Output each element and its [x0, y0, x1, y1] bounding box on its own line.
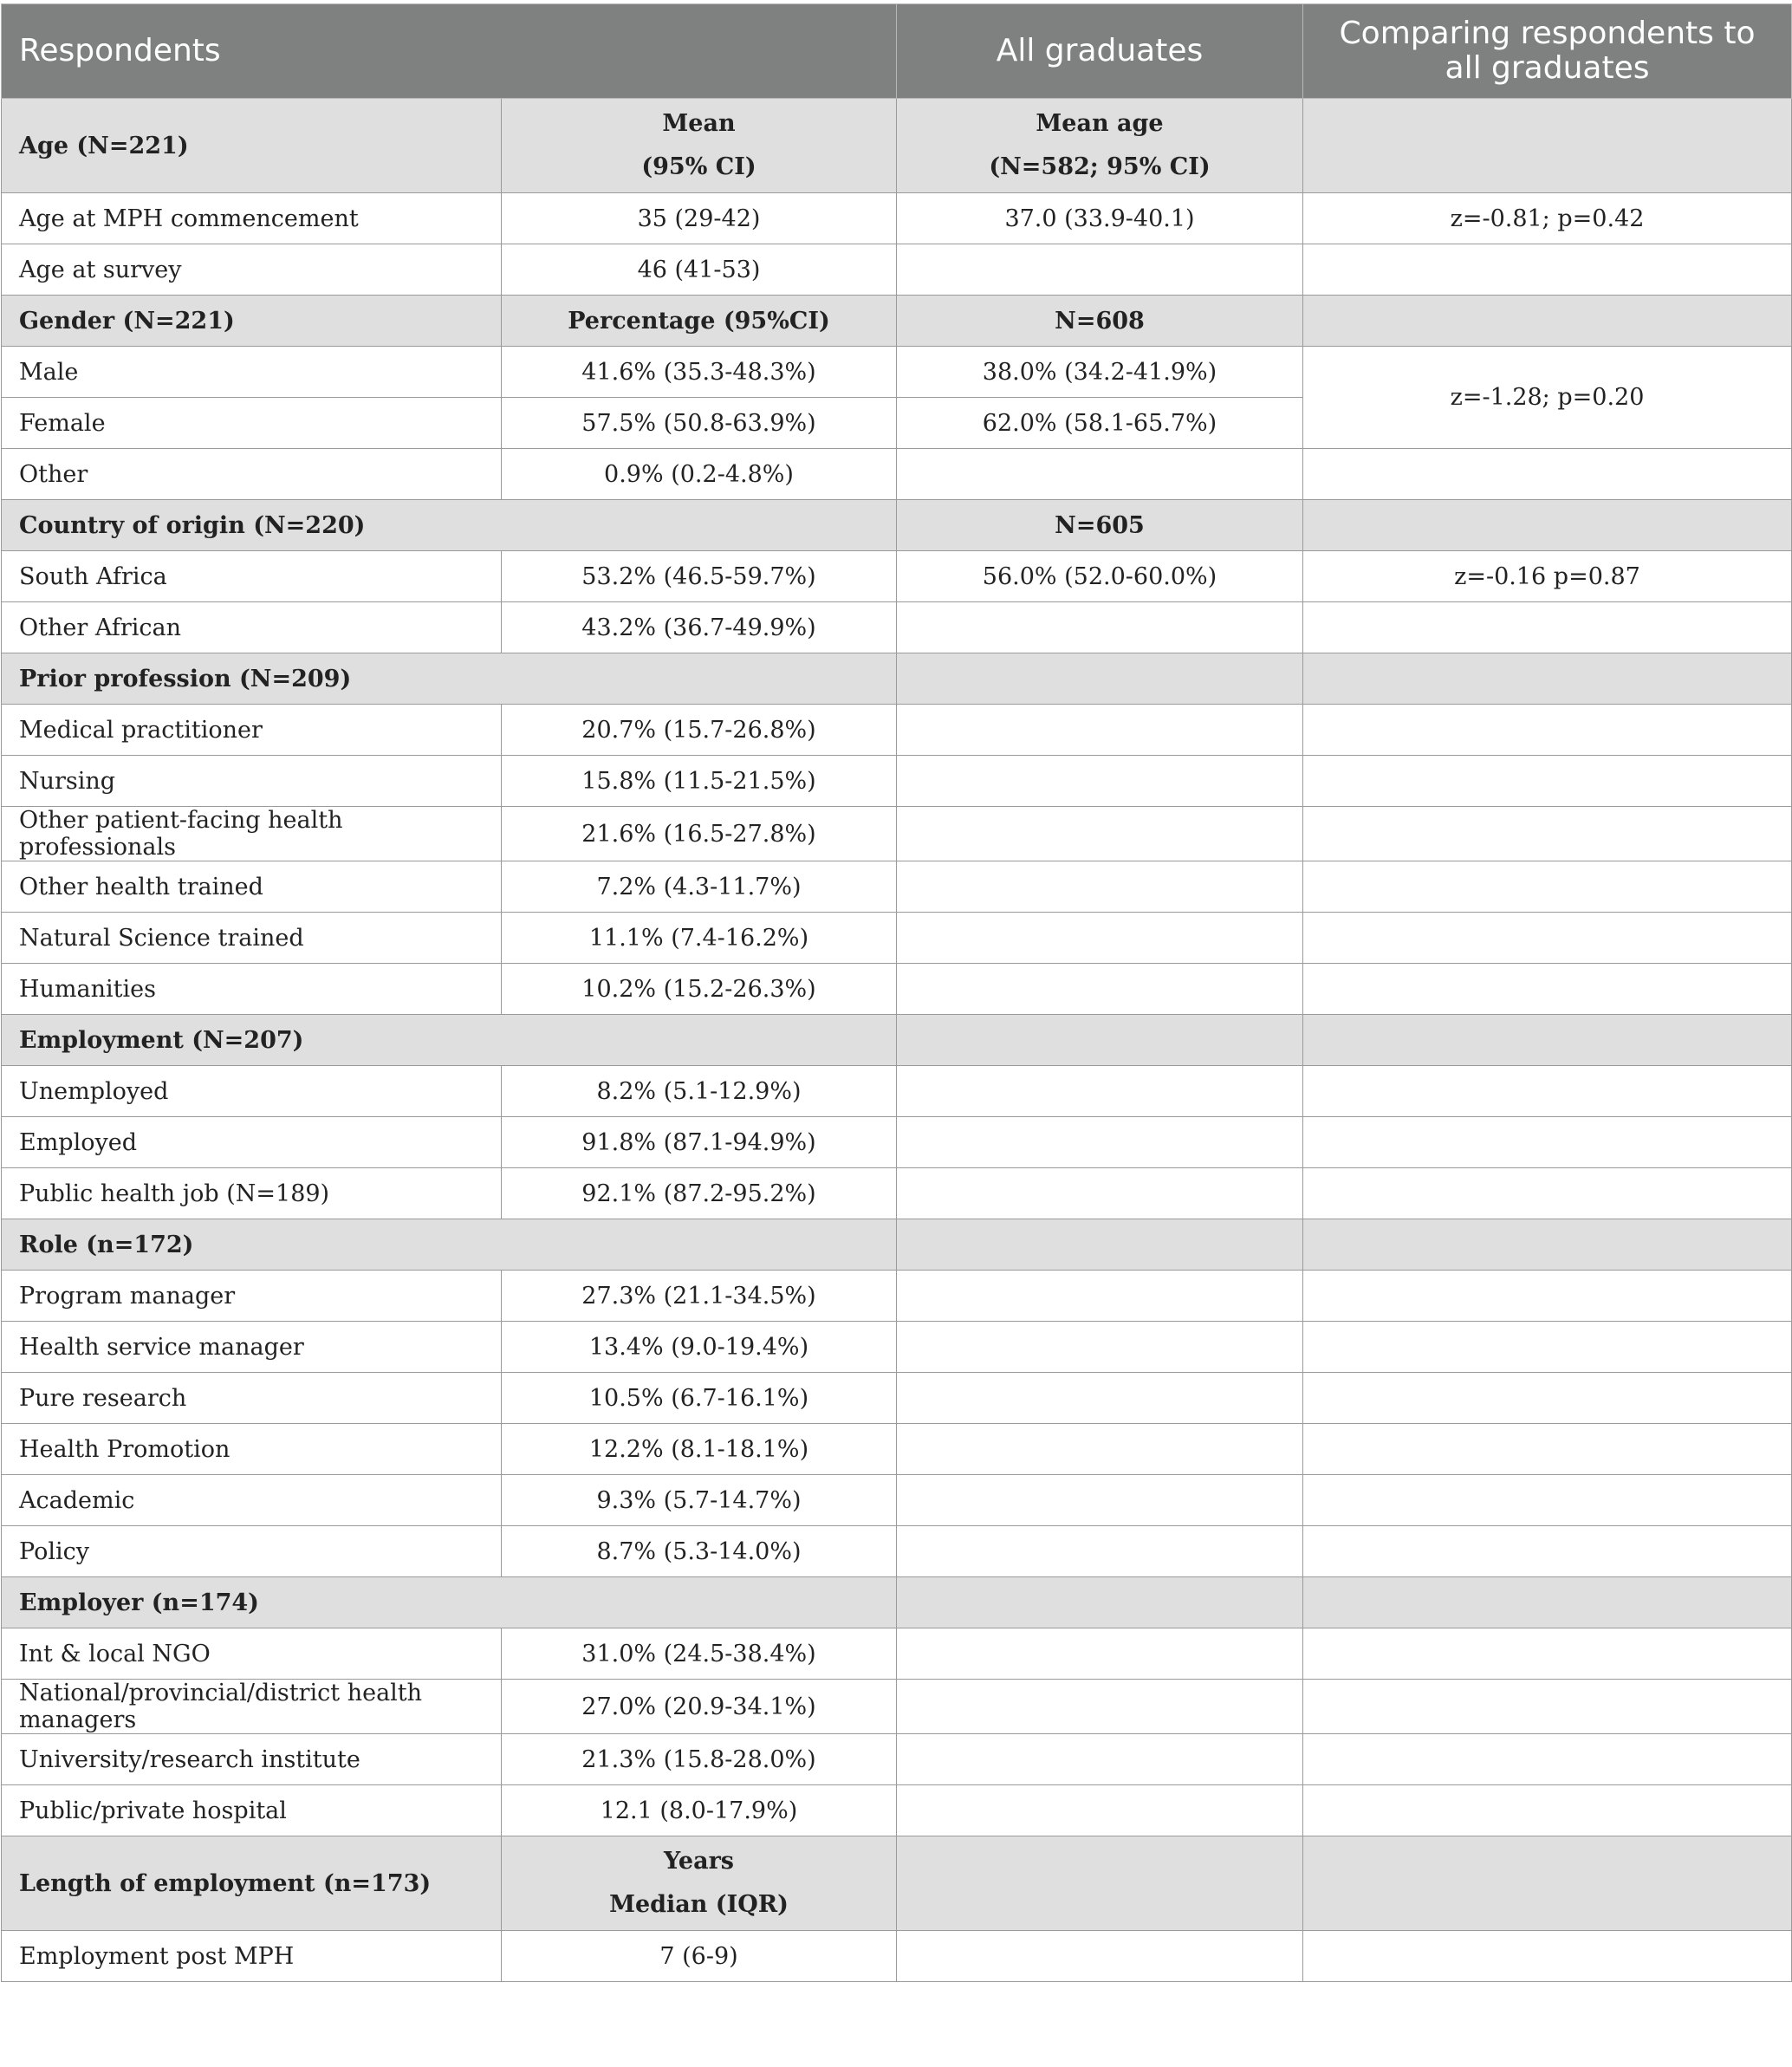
row-label: University/research institute — [2, 1734, 502, 1785]
row-all-graduates — [897, 705, 1303, 756]
row-label: Age at MPH commencement — [2, 193, 502, 244]
row-label: Other — [2, 449, 502, 500]
table-row — [2, 602, 1792, 653]
table-row — [2, 1066, 1792, 1117]
section-title: Prior profession (N=209) — [2, 653, 897, 705]
row-respondents: 21.3% (15.8-28.0%) — [502, 1734, 897, 1785]
row-respondents: 15.8% (11.5-21.5%) — [502, 756, 897, 807]
row-label: Female — [2, 398, 502, 449]
row-all-graduates: 62.0% (58.1-65.7%) — [897, 398, 1303, 449]
table-row — [2, 1526, 1792, 1577]
section-col3 — [897, 1219, 1303, 1271]
row-label: Employment post MPH — [2, 1931, 502, 1982]
table-row — [2, 1628, 1792, 1680]
section-col4 — [1303, 99, 1792, 193]
section-col3-line2: (N=582; 95% CI) — [989, 153, 1211, 180]
row-all-graduates — [897, 449, 1303, 500]
section-col2-header — [502, 99, 897, 193]
section-row-gender — [2, 296, 1792, 347]
section-row-employer — [2, 1577, 1792, 1628]
section-col2-header — [502, 1836, 897, 1931]
section-title: Role (n=172) — [2, 1219, 897, 1271]
row-respondents: 10.2% (15.2-26.3%) — [502, 964, 897, 1015]
row-compare — [1303, 756, 1792, 807]
row-label: Academic — [2, 1475, 502, 1526]
row-compare — [1303, 1680, 1792, 1734]
section-col2-line1: Mean — [662, 110, 736, 137]
row-respondents: 12.1 (8.0-17.9%) — [502, 1785, 897, 1836]
row-all-graduates — [897, 1066, 1303, 1117]
row-respondents: 8.7% (5.3-14.0%) — [502, 1526, 897, 1577]
row-respondents: 10.5% (6.7-16.1%) — [502, 1373, 897, 1424]
row-respondents: 91.8% (87.1-94.9%) — [502, 1117, 897, 1168]
row-compare — [1303, 1734, 1792, 1785]
header-comparing: Comparing respondents to all graduates — [1303, 4, 1792, 99]
table-row — [2, 807, 1792, 861]
table-row — [2, 1117, 1792, 1168]
row-all-graduates — [897, 1424, 1303, 1475]
row-compare — [1303, 807, 1792, 861]
table-row — [2, 1322, 1792, 1373]
row-label: Public/private hospital — [2, 1785, 502, 1836]
row-label: Policy — [2, 1526, 502, 1577]
row-respondents: 57.5% (50.8-63.9%) — [502, 398, 897, 449]
row-all-graduates — [897, 861, 1303, 913]
row-compare — [1303, 1373, 1792, 1424]
row-label: Other patient-facing health professionals — [2, 807, 502, 861]
table-row — [2, 1424, 1792, 1475]
row-label: Nursing — [2, 756, 502, 807]
row-respondents: 7 (6-9) — [502, 1931, 897, 1982]
row-label: National/provincial/district health managers — [2, 1680, 502, 1734]
row-label: Pure research — [2, 1373, 502, 1424]
row-compare — [1303, 861, 1792, 913]
table-row — [2, 1168, 1792, 1219]
row-respondents: 35 (29-42) — [502, 193, 897, 244]
row-all-graduates — [897, 756, 1303, 807]
row-label: Program manager — [2, 1271, 502, 1322]
section-row-employment — [2, 1015, 1792, 1066]
table-row — [2, 1373, 1792, 1424]
row-label: Employed — [2, 1117, 502, 1168]
row-compare — [1303, 1168, 1792, 1219]
row-compare — [1303, 1424, 1792, 1475]
row-respondents: 12.2% (8.1-18.1%) — [502, 1424, 897, 1475]
section-col3 — [897, 1015, 1303, 1066]
section-col4 — [1303, 1219, 1792, 1271]
demographics-table — [1, 3, 1792, 1982]
row-all-graduates — [897, 913, 1303, 964]
section-col4 — [1303, 1015, 1792, 1066]
row-respondents: 8.2% (5.1-12.9%) — [502, 1066, 897, 1117]
row-label: South Africa — [2, 551, 502, 602]
header-respondents: Respondents — [2, 4, 897, 99]
table-header-row — [2, 4, 1792, 99]
table-row — [2, 1680, 1792, 1734]
section-col3 — [897, 1836, 1303, 1931]
section-col4 — [1303, 296, 1792, 347]
row-compare — [1303, 1931, 1792, 1982]
row-all-graduates — [897, 1526, 1303, 1577]
section-col3-header — [897, 99, 1303, 193]
row-respondents: 21.6% (16.5-27.8%) — [502, 807, 897, 861]
table-row — [2, 913, 1792, 964]
row-all-graduates — [897, 1322, 1303, 1373]
row-all-graduates — [897, 964, 1303, 1015]
section-col2-line2: Median (IQR) — [609, 1891, 789, 1918]
row-all-graduates — [897, 1785, 1303, 1836]
section-title: Employer (n=174) — [2, 1577, 897, 1628]
section-col3-header: N=608 — [897, 296, 1303, 347]
row-respondents: 92.1% (87.2-95.2%) — [502, 1168, 897, 1219]
section-col2-header: Percentage (95%CI) — [502, 296, 897, 347]
row-compare — [1303, 1322, 1792, 1373]
section-row-country — [2, 500, 1792, 551]
table-row — [2, 449, 1792, 500]
section-col3 — [897, 653, 1303, 705]
row-compare — [1303, 1066, 1792, 1117]
row-respondents: 7.2% (4.3-11.7%) — [502, 861, 897, 913]
row-all-graduates — [897, 1117, 1303, 1168]
row-compare — [1303, 602, 1792, 653]
section-col3-header: N=605 — [897, 500, 1303, 551]
table-row — [2, 861, 1792, 913]
row-all-graduates — [897, 1475, 1303, 1526]
row-respondents: 11.1% (7.4-16.2%) — [502, 913, 897, 964]
table-row — [2, 347, 1792, 398]
section-title: Employment (N=207) — [2, 1015, 897, 1066]
row-compare — [1303, 1526, 1792, 1577]
table-row — [2, 551, 1792, 602]
row-label: Male — [2, 347, 502, 398]
table-row — [2, 964, 1792, 1015]
table-row — [2, 244, 1792, 296]
row-compare — [1303, 449, 1792, 500]
table-row — [2, 1271, 1792, 1322]
section-row-length — [2, 1836, 1792, 1931]
row-all-graduates: 37.0 (33.9-40.1) — [897, 193, 1303, 244]
row-compare: z=-0.81; p=0.42 — [1303, 193, 1792, 244]
row-all-graduates — [897, 1168, 1303, 1219]
row-all-graduates: 56.0% (52.0-60.0%) — [897, 551, 1303, 602]
table-row — [2, 1475, 1792, 1526]
row-compare — [1303, 1785, 1792, 1836]
row-label: Health Promotion — [2, 1424, 502, 1475]
row-compare — [1303, 705, 1792, 756]
row-all-graduates: 38.0% (34.2-41.9%) — [897, 347, 1303, 398]
row-respondents: 43.2% (36.7-49.9%) — [502, 602, 897, 653]
row-compare — [1303, 1628, 1792, 1680]
section-col4 — [1303, 500, 1792, 551]
row-compare: z=-0.16 p=0.87 — [1303, 551, 1792, 602]
header-all-graduates: All graduates — [897, 4, 1303, 99]
row-all-graduates — [897, 1373, 1303, 1424]
row-all-graduates — [897, 1271, 1303, 1322]
section-col4 — [1303, 1577, 1792, 1628]
row-respondents: 20.7% (15.7-26.8%) — [502, 705, 897, 756]
section-title: Gender (N=221) — [2, 296, 502, 347]
table-row — [2, 756, 1792, 807]
section-col3 — [897, 1577, 1303, 1628]
section-row-profession — [2, 653, 1792, 705]
section-col4 — [1303, 653, 1792, 705]
table-row — [2, 1785, 1792, 1836]
row-label: Natural Science trained — [2, 913, 502, 964]
row-respondents: 9.3% (5.7-14.7%) — [502, 1475, 897, 1526]
row-compare: z=-1.28; p=0.20 — [1303, 347, 1792, 449]
row-all-graduates — [897, 244, 1303, 296]
row-all-graduates — [897, 1680, 1303, 1734]
row-label: Int & local NGO — [2, 1628, 502, 1680]
section-col2-line2: (95% CI) — [641, 153, 756, 180]
row-compare — [1303, 244, 1792, 296]
row-respondents: 41.6% (35.3-48.3%) — [502, 347, 897, 398]
section-col3-line1: Mean age — [1036, 110, 1164, 137]
row-compare — [1303, 1475, 1792, 1526]
section-title: Country of origin (N=220) — [2, 500, 897, 551]
section-title: Age (N=221) — [2, 99, 502, 193]
row-all-graduates — [897, 1931, 1303, 1982]
row-respondents: 27.0% (20.9-34.1%) — [502, 1680, 897, 1734]
row-compare — [1303, 913, 1792, 964]
row-label: Unemployed — [2, 1066, 502, 1117]
table-row — [2, 1931, 1792, 1982]
row-all-graduates — [897, 602, 1303, 653]
table-row — [2, 705, 1792, 756]
row-compare — [1303, 1117, 1792, 1168]
section-title: Length of employment (n=173) — [2, 1836, 502, 1931]
row-respondents: 13.4% (9.0-19.4%) — [502, 1322, 897, 1373]
row-respondents: 31.0% (24.5-38.4%) — [502, 1628, 897, 1680]
row-compare — [1303, 1271, 1792, 1322]
row-label: Other health trained — [2, 861, 502, 913]
row-all-graduates — [897, 1628, 1303, 1680]
section-col4 — [1303, 1836, 1792, 1931]
row-label: Public health job (N=189) — [2, 1168, 502, 1219]
row-respondents: 27.3% (21.1-34.5%) — [502, 1271, 897, 1322]
row-respondents: 53.2% (46.5-59.7%) — [502, 551, 897, 602]
section-col2-line1: Years — [663, 1848, 735, 1875]
row-label: Other African — [2, 602, 502, 653]
row-all-graduates — [897, 1734, 1303, 1785]
row-label: Humanities — [2, 964, 502, 1015]
table-row — [2, 193, 1792, 244]
row-compare — [1303, 964, 1792, 1015]
row-label: Medical practitioner — [2, 705, 502, 756]
row-respondents: 46 (41-53) — [502, 244, 897, 296]
row-label: Health service manager — [2, 1322, 502, 1373]
row-all-graduates — [897, 807, 1303, 861]
row-respondents: 0.9% (0.2-4.8%) — [502, 449, 897, 500]
section-row-role — [2, 1219, 1792, 1271]
row-label: Age at survey — [2, 244, 502, 296]
section-row-age — [2, 99, 1792, 193]
table-row — [2, 1734, 1792, 1785]
